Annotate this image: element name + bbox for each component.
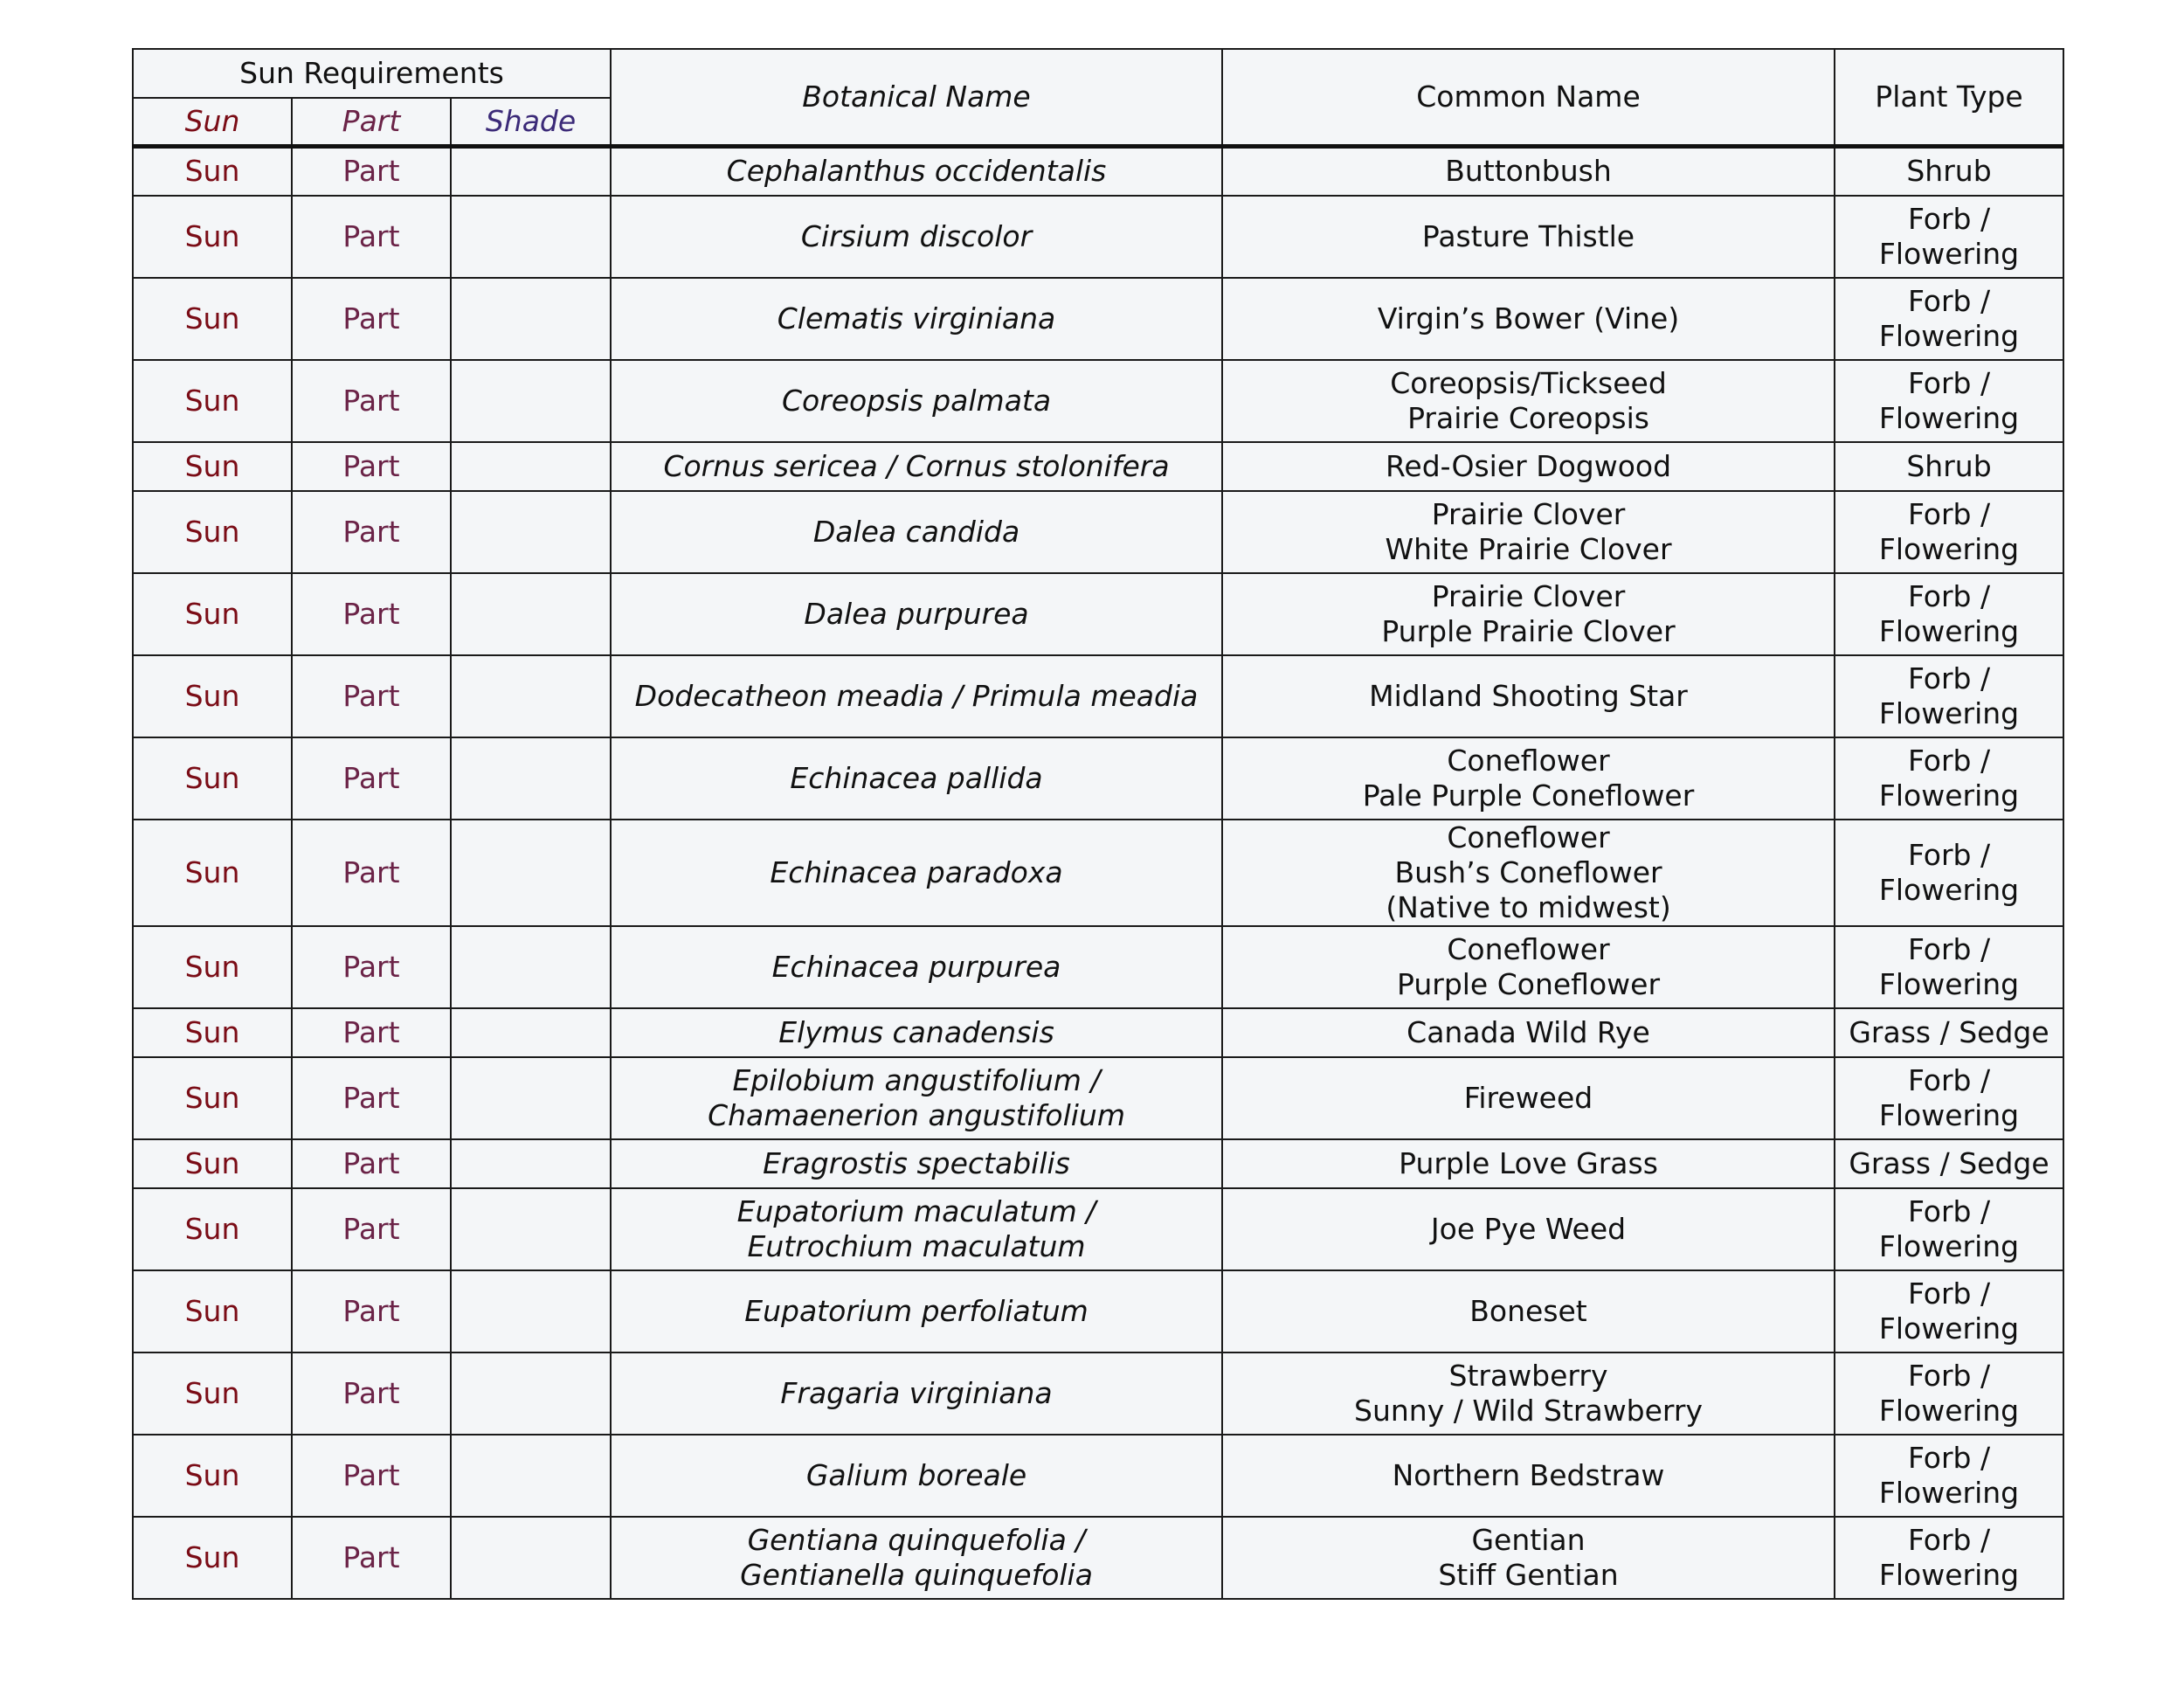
botanical-name-cell: [611, 360, 1222, 442]
plant-type-line: Forb /: [1907, 365, 1991, 400]
plant-type-line: Grass / Sedge: [1849, 1145, 2049, 1180]
sun-cell: Sun: [133, 278, 292, 360]
sun-cell: Sun: [133, 442, 292, 491]
sun-cell: Sun: [133, 196, 292, 278]
botanical-name-cell: [611, 196, 1222, 278]
table-row: [133, 1517, 2063, 1599]
botanical-name-cell: [611, 1435, 1222, 1517]
common-name-line: Midland Shooting Star: [1369, 678, 1688, 713]
botanical-name-line: Dalea purpurea: [804, 596, 1029, 631]
botanical-name-line: Cephalanthus occidentalis: [726, 154, 1107, 189]
common-name-line: Prairie Coreopsis: [1407, 400, 1649, 435]
table-row: [133, 1435, 2063, 1517]
table-row: [133, 1188, 2063, 1270]
table-row: [133, 360, 2063, 442]
botanical-name-line: Epilobium angustifolium /: [732, 1062, 1101, 1097]
shade-cell: [451, 1352, 611, 1435]
shade-cell: [451, 655, 611, 737]
common-name-line: Coneflower: [1447, 743, 1610, 778]
common-name-line: Bush’s Coneflower: [1394, 854, 1662, 889]
plant-type-line: Flowering: [1878, 318, 2020, 353]
plant-type-line: Grass / Sedge: [1849, 1014, 2049, 1049]
sun-requirements-header: Sun Requirements: [133, 49, 611, 98]
shade-subheader: Shade: [451, 98, 611, 147]
plant-type-cell: [1835, 1139, 2063, 1188]
part-cell: Part: [292, 1139, 451, 1188]
sun-cell: Sun: [133, 1139, 292, 1188]
plant-type-cell: [1835, 1188, 2063, 1270]
botanical-name-line: Echinacea pallida: [790, 760, 1043, 795]
sun-cell: Sun: [133, 1270, 292, 1352]
botanical-name-cell: [611, 442, 1222, 491]
shade-cell: [451, 820, 611, 926]
shade-cell: [451, 1057, 611, 1139]
plant-type-cell: [1835, 147, 2063, 196]
shade-cell: [451, 442, 611, 491]
common-name-line: Prairie Clover: [1431, 578, 1626, 613]
plant-type-cell: [1835, 1270, 2063, 1352]
part-cell: Part: [292, 926, 451, 1008]
common-name-line: Coneflower: [1447, 931, 1610, 966]
botanical-name-line: Gentiana quinquefolia /: [747, 1522, 1086, 1557]
plant-type-line: Forb /: [1907, 661, 1991, 695]
shade-cell: [451, 1517, 611, 1599]
sun-cell: Sun: [133, 1008, 292, 1057]
sun-cell: Sun: [133, 1352, 292, 1435]
botanical-name-line: Eupatorium maculatum /: [736, 1193, 1096, 1228]
plant-type-line: Flowering: [1878, 872, 2020, 907]
shade-cell: [451, 278, 611, 360]
plant-table: [132, 48, 2064, 1600]
part-cell: Part: [292, 573, 451, 655]
sun-cell: Sun: [133, 926, 292, 1008]
sun-cell: Sun: [133, 147, 292, 196]
botanical-name-cell: [611, 1352, 1222, 1435]
plant-type-cell: [1835, 1008, 2063, 1057]
plant-type-line: Forb /: [1907, 201, 1991, 236]
table-row: [133, 737, 2063, 820]
common-name-line: Fireweed: [1463, 1080, 1593, 1115]
common-name-line: Pale Purple Coneflower: [1362, 778, 1695, 813]
common-name-line: Pasture Thistle: [1421, 218, 1635, 253]
part-subheader: Part: [292, 98, 451, 147]
plant-type-line: Forb /: [1907, 1276, 1991, 1311]
part-cell: Part: [292, 196, 451, 278]
common-name-cell: [1222, 1352, 1835, 1435]
plant-type-cell: [1835, 491, 2063, 573]
botanical-name-cell: [611, 1517, 1222, 1599]
part-cell: Part: [292, 655, 451, 737]
common-name-cell: [1222, 1270, 1835, 1352]
plant-type-line: Forb /: [1907, 1358, 1991, 1393]
part-cell: Part: [292, 278, 451, 360]
common-name-cell: [1222, 196, 1835, 278]
table-row: [133, 1057, 2063, 1139]
botanical-name-line: Fragaria virginiana: [780, 1375, 1053, 1410]
plant-type-line: Shrub: [1906, 154, 1992, 189]
botanical-name-line: Chamaenerion angustifolium: [708, 1097, 1125, 1132]
table-row: [133, 820, 2063, 926]
botanical-name-header: Botanical Name: [611, 49, 1222, 147]
table-row: [133, 1008, 2063, 1057]
plant-type-cell: [1835, 1057, 2063, 1139]
common-name-line: (Native to midwest): [1386, 889, 1671, 924]
common-name-cell: [1222, 655, 1835, 737]
plant-type-cell: [1835, 360, 2063, 442]
plant-type-line: Flowering: [1878, 1393, 2020, 1428]
sun-cell: Sun: [133, 1188, 292, 1270]
common-name-line: White Prairie Clover: [1385, 531, 1672, 566]
table-row: [133, 1139, 2063, 1188]
botanical-name-line: Echinacea paradoxa: [770, 854, 1063, 889]
part-cell: Part: [292, 1188, 451, 1270]
shade-cell: [451, 737, 611, 820]
part-cell: Part: [292, 1270, 451, 1352]
common-name-line: Purple Love Grass: [1399, 1145, 1658, 1180]
plant-type-line: Forb /: [1907, 496, 1991, 531]
botanical-name-cell: [611, 1008, 1222, 1057]
shade-cell: [451, 147, 611, 196]
plant-type-cell: [1835, 926, 2063, 1008]
botanical-name-line: Eupatorium perfoliatum: [744, 1293, 1089, 1328]
common-name-line: Sunny / Wild Strawberry: [1354, 1393, 1704, 1428]
plant-type-line: Shrub: [1906, 448, 1992, 483]
common-name-cell: [1222, 1435, 1835, 1517]
part-cell: Part: [292, 1008, 451, 1057]
plant-type-cell: [1835, 1517, 2063, 1599]
shade-cell: [451, 1270, 611, 1352]
plant-type-line: Flowering: [1878, 695, 2020, 730]
plant-type-header: Plant Type: [1835, 49, 2063, 147]
common-name-cell: [1222, 147, 1835, 196]
common-name-cell: [1222, 1139, 1835, 1188]
shade-cell: [451, 1008, 611, 1057]
common-name-line: Coneflower: [1447, 820, 1610, 854]
plant-type-line: Forb /: [1907, 1522, 1991, 1557]
botanical-name-cell: [611, 1270, 1222, 1352]
part-cell: Part: [292, 1517, 451, 1599]
botanical-name-line: Coreopsis palmata: [781, 383, 1052, 418]
common-name-line: Red-Osier Dogwood: [1385, 448, 1672, 483]
part-cell: Part: [292, 1352, 451, 1435]
common-name-line: Stiff Gentian: [1438, 1557, 1619, 1592]
plant-type-line: Flowering: [1878, 1228, 2020, 1263]
botanical-name-line: Echinacea purpurea: [771, 949, 1061, 984]
botanical-name-line: Eragrostis spectabilis: [763, 1145, 1070, 1180]
botanical-name-line: Dalea candida: [812, 514, 1020, 549]
sun-cell: Sun: [133, 1057, 292, 1139]
botanical-name-cell: [611, 278, 1222, 360]
botanical-name-line: Galium boreale: [805, 1457, 1027, 1492]
common-name-line: Purple Coneflower: [1397, 966, 1661, 1001]
part-cell: Part: [292, 737, 451, 820]
common-name-line: Boneset: [1469, 1293, 1587, 1328]
part-cell: Part: [292, 360, 451, 442]
plant-type-cell: [1835, 737, 2063, 820]
shade-cell: [451, 491, 611, 573]
plant-type-line: Flowering: [1878, 1475, 2020, 1510]
sun-cell: Sun: [133, 1435, 292, 1517]
common-name-line: Buttonbush: [1445, 154, 1612, 189]
plant-type-line: Flowering: [1878, 531, 2020, 566]
plant-rows: [133, 147, 2063, 1599]
plant-type-cell: [1835, 278, 2063, 360]
sun-cell: Sun: [133, 573, 292, 655]
common-name-cell: [1222, 573, 1835, 655]
botanical-name-cell: [611, 1139, 1222, 1188]
part-cell: Part: [292, 147, 451, 196]
plant-type-line: Flowering: [1878, 1311, 2020, 1346]
common-name-line: Virgin’s Bower (Vine): [1377, 301, 1680, 336]
shade-cell: [451, 1139, 611, 1188]
botanical-name-cell: [611, 491, 1222, 573]
table-row: [133, 573, 2063, 655]
plant-type-cell: [1835, 1352, 2063, 1435]
botanical-name-cell: [611, 1188, 1222, 1270]
table-row: [133, 1270, 2063, 1352]
plant-type-line: Forb /: [1907, 1193, 1991, 1228]
common-name-header: Common Name: [1222, 49, 1835, 147]
part-cell: Part: [292, 1057, 451, 1139]
plant-type-line: Flowering: [1878, 778, 2020, 813]
common-name-cell: [1222, 820, 1835, 926]
common-name-line: Purple Prairie Clover: [1381, 613, 1676, 648]
shade-cell: [451, 573, 611, 655]
sun-cell: Sun: [133, 1517, 292, 1599]
plant-type-cell: [1835, 196, 2063, 278]
botanical-name-line: Cornus sericea / Cornus stolonifera: [663, 448, 1170, 483]
shade-cell: [451, 1435, 611, 1517]
plant-type-line: Flowering: [1878, 236, 2020, 271]
common-name-line: Canada Wild Rye: [1406, 1014, 1650, 1049]
plant-type-line: Forb /: [1907, 1062, 1991, 1097]
botanical-name-line: Clematis virginiana: [777, 301, 1056, 336]
common-name-cell: [1222, 1188, 1835, 1270]
botanical-name-cell: [611, 655, 1222, 737]
sun-cell: Sun: [133, 491, 292, 573]
plant-type-cell: [1835, 442, 2063, 491]
botanical-name-cell: [611, 737, 1222, 820]
shade-cell: [451, 196, 611, 278]
plant-type-line: Flowering: [1878, 1097, 2020, 1132]
plant-type-line: Forb /: [1907, 578, 1991, 613]
common-name-cell: [1222, 360, 1835, 442]
sun-cell: Sun: [133, 737, 292, 820]
plant-type-cell: [1835, 820, 2063, 926]
botanical-name-line: Gentianella quinquefolia: [740, 1557, 1093, 1592]
common-name-line: Prairie Clover: [1431, 496, 1626, 531]
plant-type-line: Flowering: [1878, 400, 2020, 435]
plant-type-line: Forb /: [1907, 283, 1991, 318]
common-name-line: Gentian: [1471, 1522, 1586, 1557]
table-row: [133, 278, 2063, 360]
part-cell: Part: [292, 442, 451, 491]
shade-cell: [451, 1188, 611, 1270]
table-row: [133, 655, 2063, 737]
plant-type-line: Forb /: [1907, 837, 1991, 872]
part-cell: Part: [292, 1435, 451, 1517]
common-name-cell: [1222, 491, 1835, 573]
plant-type-cell: [1835, 573, 2063, 655]
common-name-line: Strawberry: [1448, 1358, 1608, 1393]
common-name-line: Coreopsis/Tickseed: [1390, 365, 1667, 400]
plant-type-line: Flowering: [1878, 1557, 2020, 1592]
sun-cell: Sun: [133, 360, 292, 442]
common-name-cell: [1222, 278, 1835, 360]
plant-type-line: Flowering: [1878, 966, 2020, 1001]
common-name-cell: [1222, 1057, 1835, 1139]
botanical-name-line: Elymus canadensis: [778, 1014, 1054, 1049]
table-row: [133, 442, 2063, 491]
sun-cell: Sun: [133, 655, 292, 737]
table-row: [133, 147, 2063, 196]
botanical-name-cell: [611, 820, 1222, 926]
botanical-name-line: Dodecatheon meadia / Primula meadia: [634, 678, 1199, 713]
common-name-line: Northern Bedstraw: [1392, 1457, 1665, 1492]
common-name-cell: [1222, 737, 1835, 820]
common-name-cell: [1222, 1008, 1835, 1057]
common-name-cell: [1222, 926, 1835, 1008]
plant-type-line: Forb /: [1907, 931, 1991, 966]
common-name-cell: [1222, 1517, 1835, 1599]
botanical-name-line: Cirsium discolor: [800, 218, 1033, 253]
common-name-cell: [1222, 442, 1835, 491]
sun-cell: Sun: [133, 820, 292, 926]
botanical-name-cell: [611, 573, 1222, 655]
table-row: [133, 196, 2063, 278]
part-cell: Part: [292, 820, 451, 926]
plant-type-line: Flowering: [1878, 613, 2020, 648]
part-cell: Part: [292, 491, 451, 573]
botanical-name-cell: [611, 926, 1222, 1008]
botanical-name-cell: [611, 147, 1222, 196]
botanical-name-line: Eutrochium maculatum: [747, 1228, 1086, 1263]
shade-cell: [451, 926, 611, 1008]
botanical-name-cell: [611, 1057, 1222, 1139]
table-row: [133, 1352, 2063, 1435]
table-row: [133, 926, 2063, 1008]
plant-type-line: Forb /: [1907, 743, 1991, 778]
sun-subheader: Sun: [133, 98, 292, 147]
shade-cell: [451, 360, 611, 442]
table-row: [133, 491, 2063, 573]
plant-type-line: Forb /: [1907, 1440, 1991, 1475]
plant-type-cell: [1835, 1435, 2063, 1517]
common-name-line: Joe Pye Weed: [1430, 1211, 1627, 1246]
plant-type-cell: [1835, 655, 2063, 737]
